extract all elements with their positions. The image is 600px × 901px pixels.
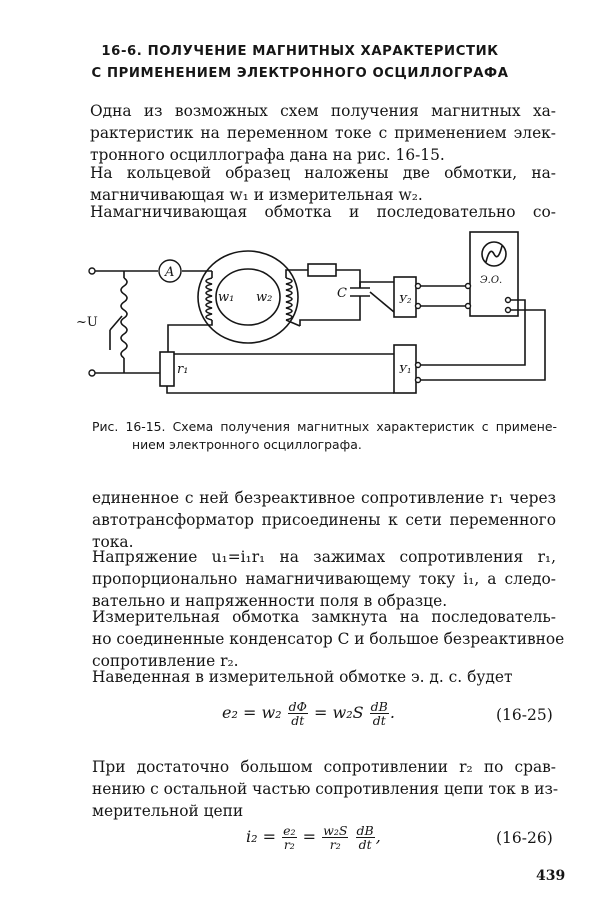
paragraph-emf [92, 666, 556, 688]
amplifier-y2-label: У₂ [399, 293, 412, 306]
terminal [416, 378, 421, 383]
numerator: w₂S [323, 823, 348, 838]
denominator: r₂ [329, 837, 341, 852]
text-line: Одна из возможных схем получения магнитных ха- [90, 102, 556, 120]
autotransformer-wiper [110, 316, 122, 330]
circuit-diagram [0, 0, 600, 430]
text-line: При достаточно большом сопротивлении r₂ по срав- [92, 758, 556, 776]
text-line: рактеристик на переменном токе с применением элек- [90, 124, 556, 142]
terminal [416, 304, 421, 309]
source-label: ~U [76, 315, 98, 330]
paragraph-measuring-winding [92, 606, 565, 672]
terminal [506, 298, 511, 303]
text-line: магничивающая w₁ и измерительная w₂. [90, 186, 423, 204]
oscillograph-label: Э.О. [480, 275, 503, 286]
equation-16-25 [222, 700, 395, 727]
text-line: мерительной цепи [92, 802, 244, 820]
page-number: 439 [536, 868, 566, 884]
resistor-r2 [308, 264, 336, 276]
terminal [506, 308, 511, 313]
paragraph-current [92, 756, 559, 822]
denominator: r₂ [283, 837, 295, 852]
text-line: вательно и напряженности поля в образце. [92, 592, 448, 610]
terminal [416, 363, 421, 368]
equation-16-26 [246, 824, 381, 851]
wire [168, 320, 212, 352]
text-line: тока. [92, 533, 134, 551]
wire [167, 386, 394, 393]
terminal [416, 284, 421, 289]
equation-text: = [302, 827, 317, 846]
equation-number: (16-26) [496, 829, 553, 847]
winding-w2-label: w₂ [256, 290, 273, 305]
denominator: dt [291, 713, 305, 728]
terminal [466, 304, 471, 309]
equation-text: , [375, 827, 381, 846]
winding-w2 [286, 278, 292, 320]
winding-w1-label: w₁ [218, 290, 235, 305]
caption-line: Рис. 16-15. Схема получения магнитных характеристик с примене- [92, 419, 557, 434]
text-line: тронного осциллографа дана на рис. 16-15. [90, 146, 445, 164]
numerator: dB [356, 823, 374, 838]
resistor-r1-label: r₁ [177, 362, 189, 377]
equation-text: . [389, 703, 395, 722]
equation-number: (16-25) [496, 706, 553, 724]
denominator: dt [358, 837, 372, 852]
ammeter-label: A [165, 265, 175, 280]
terminal [89, 370, 95, 376]
numerator: e₂ [283, 823, 296, 838]
text-line: но соединенные конденсатор C и большое безреактивное [92, 630, 565, 648]
text-line: пропорционально намагничивающему току i₁, а следо- [92, 570, 556, 588]
text-line: На кольцевой образец наложены две обмотки, на- [90, 164, 556, 182]
text-line: Намагничивающая обмотка и последовательно со- [90, 203, 556, 221]
terminal [466, 284, 471, 289]
equation-text: i₂ = [246, 827, 277, 846]
text-line: нению с остальной частью сопротивления цепи ток в из- [92, 780, 559, 798]
text-line: Напряжение u₁=i₁r₁ на зажимах сопротивления r₁, [92, 548, 556, 566]
figure-caption [92, 418, 557, 454]
fraction [370, 700, 389, 727]
fraction [322, 824, 348, 851]
fraction [288, 700, 308, 727]
text-line: автотрансформатор присоединены к сети переменного [92, 511, 556, 529]
toroid-outer [198, 251, 298, 343]
capacitor-label: C [337, 286, 347, 301]
text-line: Измерительная обмотка замкнута на последователь- [92, 608, 556, 626]
hysteresis-trace [486, 246, 502, 262]
fraction [356, 824, 375, 851]
fraction [282, 824, 296, 851]
equation-text: = w₂S [314, 703, 364, 722]
amplifier-y1-label: У₁ [399, 363, 412, 376]
wire [360, 282, 394, 288]
equation-text: e₂ = w₂ [222, 703, 282, 722]
section-title-line-2: С ПРИМЕНЕНИЕМ ЭЛЕКТРОННОГО ОСЦИЛЛОГРАФА [91, 66, 509, 81]
paragraph-voltage [92, 546, 556, 612]
numerator: dΦ [288, 699, 307, 714]
terminal [89, 268, 95, 274]
oscillograph [470, 232, 518, 316]
section-title-line-1: 16-6. ПОЛУЧЕНИЕ МАГНИТНЫХ ХАРАКТЕРИСТИК [101, 44, 499, 59]
autotransformer-coil [121, 278, 127, 358]
resistor-r1 [160, 352, 174, 386]
text-line: сопротивление r₂. [92, 652, 239, 670]
wire [370, 292, 394, 312]
caption-line: нием электронного осциллографа. [132, 437, 362, 452]
text-line: Наведенная в измерительной обмотке э. д. с. будет [92, 668, 513, 686]
denominator: dt [372, 713, 386, 728]
paragraph-connection [92, 487, 556, 553]
winding-w1 [206, 278, 212, 320]
text-line: единенное с ней безреактивное сопротивление r₁ через [92, 489, 556, 507]
numerator: dB [370, 699, 388, 714]
wire [300, 296, 360, 326]
